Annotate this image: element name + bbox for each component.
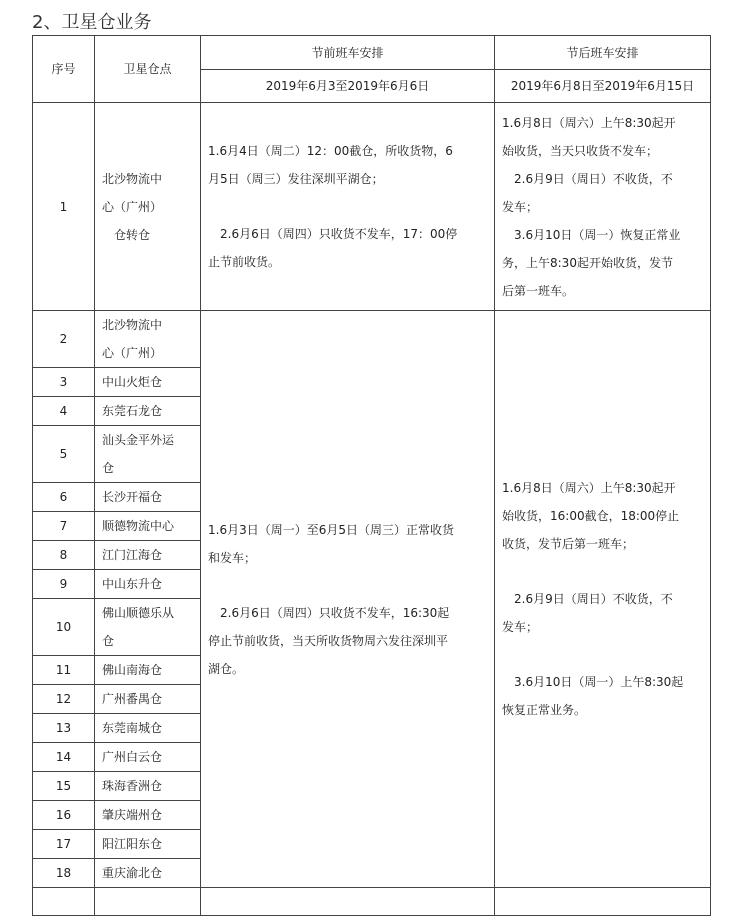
row-warehouse: 广州白云仓 — [95, 743, 201, 772]
row-warehouse — [95, 426, 201, 483]
plan-after-cell — [495, 311, 711, 888]
warehouse-line: 北沙物流中 — [102, 171, 163, 186]
row-no — [33, 888, 95, 916]
plan-before-cell — [201, 103, 495, 311]
row-no: 12 — [33, 685, 95, 714]
plan-line: 3.6月10日（周一）上午8:30起 — [514, 675, 684, 689]
header-no: 序号 — [33, 36, 95, 103]
plan-after-cell — [495, 103, 711, 311]
row-no: 5 — [33, 426, 95, 483]
plan-line: 1.6月3日（周一）至6月5日（周三）正常收货 — [208, 522, 454, 537]
header-after: 节后班车安排 — [495, 36, 711, 70]
row-warehouse — [95, 103, 201, 311]
row-warehouse — [95, 888, 201, 916]
plan-line: 后第一班车。 — [502, 283, 575, 298]
row-warehouse: 中山东升仓 — [95, 570, 201, 599]
row-no: 4 — [33, 397, 95, 426]
plan-line: 止节前收货。 — [208, 255, 281, 269]
row-no: 1 — [33, 103, 95, 311]
row-warehouse: 阳江阳东仓 — [95, 830, 201, 859]
warehouse-line: 心（广州） — [102, 346, 163, 360]
row-warehouse: 珠海香洲仓 — [95, 772, 201, 801]
plan-line: 收货，发节后第一班车； — [502, 537, 635, 551]
plan-line: 发车； — [502, 620, 539, 634]
warehouse-line: 北沙物流中 — [102, 318, 163, 332]
row-no: 3 — [33, 368, 95, 397]
plan-line: 2.6月9日（周日）不收货，不 — [514, 592, 673, 606]
plan-line: 2.6月6日（周四）只收货不发车，16:30起 — [220, 605, 450, 620]
plan-line: 始收货，当天只收货不发车； — [502, 143, 659, 158]
plan-line: 3.6月10日（周一）恢复正常业 — [514, 227, 681, 242]
plan-line: 2.6月6日（周四）只收货不发车，17：00停 — [220, 227, 458, 241]
plan-after-cell — [495, 888, 711, 916]
row-warehouse — [95, 311, 201, 368]
row-no: 8 — [33, 541, 95, 570]
row-no: 15 — [33, 772, 95, 801]
row-warehouse: 东莞南城仓 — [95, 714, 201, 743]
row-warehouse: 佛山南海仓 — [95, 656, 201, 685]
warehouse-line: 心（广州） — [102, 199, 163, 214]
row-warehouse: 肇庆端州仓 — [95, 801, 201, 830]
row-warehouse: 广州番禺仓 — [95, 685, 201, 714]
plan-line: 恢复正常业务。 — [502, 703, 587, 717]
row-no: 2 — [33, 311, 95, 368]
row-warehouse — [95, 599, 201, 656]
row-no: 7 — [33, 512, 95, 541]
row-warehouse: 江门江海仓 — [95, 541, 201, 570]
row-warehouse: 长沙开福仓 — [95, 483, 201, 512]
header-before: 节前班车安排 — [201, 36, 495, 70]
table-row — [33, 311, 711, 368]
table-row — [33, 888, 711, 916]
warehouse-line: 仓 — [102, 461, 115, 475]
plan-line: 1.6月8日（周六）上午8:30起开 — [502, 481, 676, 495]
satellite-warehouse-table — [32, 35, 711, 916]
row-no: 18 — [33, 859, 95, 888]
plan-line: 月5日（周三）发往深圳平湖仓； — [208, 172, 384, 186]
warehouse-line: 仓转仓 — [114, 227, 151, 242]
row-no: 10 — [33, 599, 95, 656]
header-before-dates: 2019年6月3至2019年6月6日 — [201, 70, 495, 103]
row-no: 17 — [33, 830, 95, 859]
warehouse-line: 仓 — [102, 634, 115, 648]
warehouse-line: 汕头金平外运 — [102, 433, 175, 447]
section-title: 2、卫星仓业务 — [32, 12, 152, 33]
plan-line: 1.6月8日（周六）上午8:30起开 — [502, 115, 676, 130]
plan-line: 和发车； — [208, 550, 257, 565]
plan-line: 始收货，16:00截仓，18:00停止 — [502, 509, 680, 523]
plan-line: 2.6月9日（周日）不收货，不 — [514, 171, 673, 186]
table-row — [33, 103, 711, 311]
plan-line: 1.6月4日（周二）12：00截仓，所收货物，6 — [208, 144, 453, 158]
plan-before-cell — [201, 311, 495, 888]
header-after-dates: 2019年6月8日至2019年6月15日 — [495, 70, 711, 103]
plan-line: 湖仓。 — [208, 661, 245, 676]
warehouse-line: 佛山顺德乐从 — [102, 606, 175, 620]
row-warehouse: 顺德物流中心 — [95, 512, 201, 541]
row-no: 13 — [33, 714, 95, 743]
header-row — [33, 36, 711, 70]
plan-line: 发车； — [502, 199, 539, 214]
plan-line: 务，上午8:30起开始收货，发节 — [502, 255, 673, 270]
row-no: 14 — [33, 743, 95, 772]
header-warehouse: 卫星仓点 — [95, 36, 201, 103]
row-no: 9 — [33, 570, 95, 599]
row-warehouse: 东莞石龙仓 — [95, 397, 201, 426]
plan-line: 停止节前收货，当天所收货物周六发往深圳平 — [208, 633, 449, 648]
row-no: 6 — [33, 483, 95, 512]
row-warehouse: 中山火炬仓 — [95, 368, 201, 397]
row-no: 11 — [33, 656, 95, 685]
plan-before-cell — [201, 888, 495, 916]
row-no: 16 — [33, 801, 95, 830]
row-warehouse: 重庆渝北仓 — [95, 859, 201, 888]
